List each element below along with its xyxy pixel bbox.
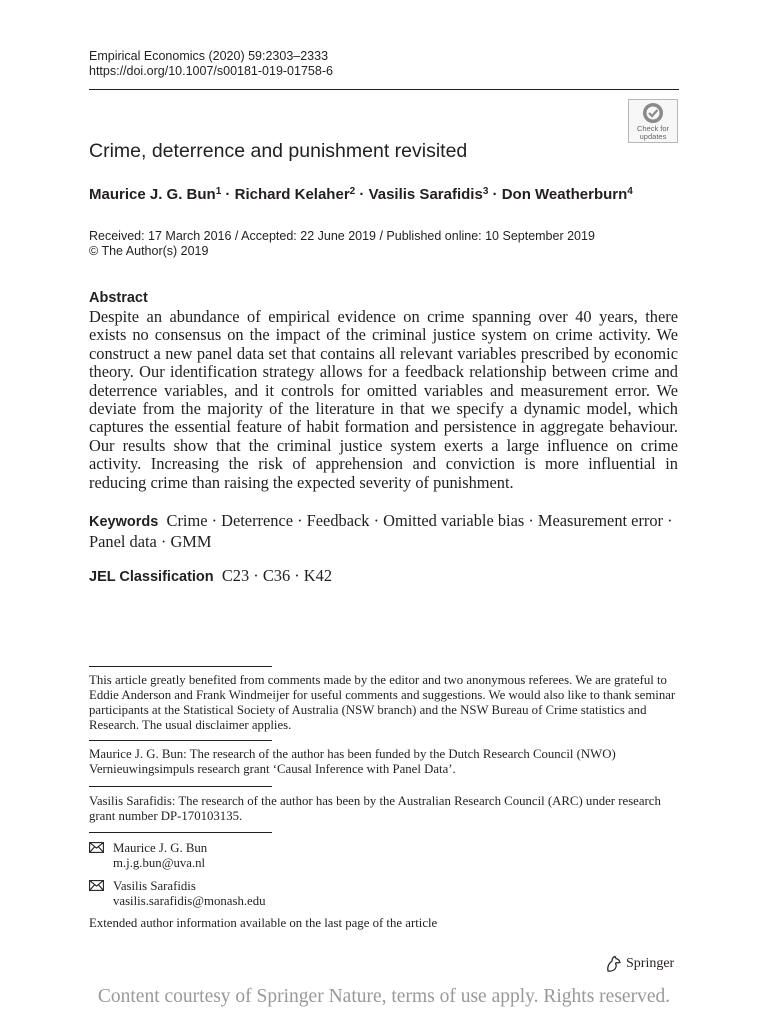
springer-logo — [604, 955, 674, 973]
footnote-acknowledgements: This article greatly benefited from comments made by the editor and two anonymous referees. We are grateful to Eddie Anderson and Frank Windmeijer for useful comments and suggestions. We would also like to thank seminar participants at the Statistical Society of Australia (NSW branch) and the NSW Bureau of Crime statistics and Research. The usual disclaimer applies. — [89, 673, 676, 732]
footnote-rule — [89, 666, 272, 667]
journal-citation: Empirical Economics (2020) 59:2303–2333 — [89, 49, 329, 63]
contact-name: Vasilis Sarafidis — [113, 879, 196, 893]
check-for-updates-label-2: updates — [639, 132, 667, 141]
author-separator: · — [221, 186, 235, 203]
author-separator: · — [488, 186, 502, 203]
copyright-line: © The Author(s) 2019 — [89, 244, 209, 258]
rights-notice: Content courtesy of Springer Nature, terms of use apply. Rights reserved. — [97, 986, 671, 1007]
extended-author-info: Extended author information available on the last page of the article — [89, 916, 438, 930]
keywords-text: Crime · Deterrence · Feedback · Omitted variable bias · Measurement error · Panel data · GMM — [89, 511, 673, 551]
footnote-funding-bun: Maurice J. G. Bun: The research of the author has been funded by the Dutch Research Council (NWO) Vernieuwingsimpuls research grant ‘Causal Inference with Panel Data’. — [89, 747, 616, 776]
author-list — [89, 186, 633, 203]
author-name: Richard Kelaher — [234, 186, 350, 203]
envelope-icon — [89, 879, 113, 909]
footnote-rule — [89, 740, 272, 741]
author-name: Don Weatherburn — [501, 186, 628, 203]
abstract-text: Despite an abundance of empirical evidence on crime spanning over 40 years, there exists no consensus on the impact of the criminal justice system on crime activity. We construct a new panel data set that contains all relevant variables prescribed by economic theory. Our identification strategy allows for a feedback relationship between crime and deterrence variables, and it controls for omitted variables and measurement error. We deviate from the majority of the literature in that we specify a dynamic model, which captures the essential feature of habit formation and persistence in aggregate behaviour. Our results show that the criminal justice system exerts a large influence on crime activity. Increasing the risk of apprehension and conviction is more influential in reducing crime than raising the expected severity of punishment. — [89, 307, 678, 492]
contact-author — [89, 841, 207, 871]
history-dates: Received: 17 March 2016 / Accepted: 22 June 2019 / Published online: 10 September 2019 — [89, 229, 595, 243]
check-for-updates-label: Check for — [636, 124, 670, 133]
springer-wordmark: Springer — [626, 956, 675, 971]
author-separator: · — [355, 186, 369, 203]
contact-email[interactable]: vasilis.sarafidis@monash.edu — [113, 894, 266, 908]
footnote-funding-sarafidis: Vasilis Sarafidis: The research of the author has been by the Australian Research Council (ARC) under research grant number DP-170103135. — [89, 794, 661, 823]
jel-codes: C23 · C36 · K42 — [221, 566, 333, 585]
keywords-label: Keywords — [89, 514, 159, 530]
author-affiliation: 3 — [482, 186, 489, 197]
article-title: Crime, deterrence and punishment revisited — [89, 140, 468, 162]
footnote-rule — [89, 786, 272, 787]
abstract-heading: Abstract — [89, 290, 148, 306]
check-for-updates-icon — [642, 102, 664, 124]
contact-email[interactable]: m.j.g.bun@uva.nl — [113, 856, 206, 870]
author-name: Vasilis Sarafidis — [368, 186, 483, 203]
author-affiliation: 4 — [627, 186, 633, 197]
doi-link[interactable]: https://doi.org/10.1007/s00181-019-01758-6 — [89, 64, 333, 78]
publication-dates — [89, 229, 595, 259]
author-name: Maurice J. G. Bun — [89, 186, 216, 203]
jel-classification — [89, 566, 678, 587]
keywords — [89, 511, 678, 551]
contact-author — [89, 879, 266, 909]
journal-header — [89, 49, 333, 79]
jel-label: JEL Classification — [89, 569, 214, 585]
footnote-rule — [89, 832, 272, 833]
springer-horse-icon — [604, 955, 622, 973]
author-affiliation: 1 — [215, 186, 222, 197]
check-for-updates-badge[interactable] — [628, 99, 678, 143]
author-affiliation: 2 — [349, 186, 356, 197]
contact-name: Maurice J. G. Bun — [113, 841, 208, 855]
envelope-icon — [89, 841, 113, 871]
header-rule — [89, 89, 679, 90]
